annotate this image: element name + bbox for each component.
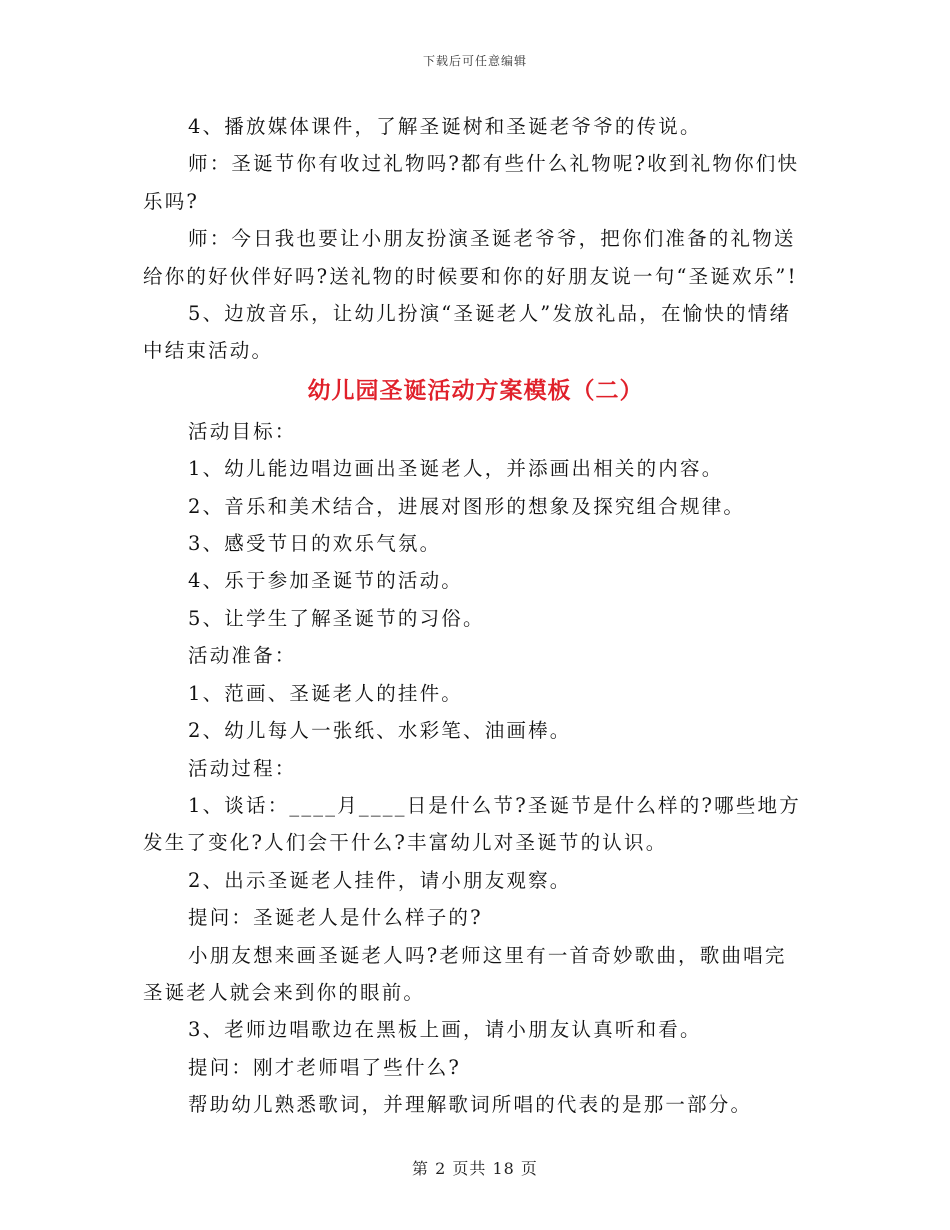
paragraph: 提问：圣诞老人是什么样子的?	[188, 906, 483, 930]
page-footer: 第 2 页共 18 页	[412, 1159, 538, 1178]
page-header: 下载后可任意编辑	[422, 54, 527, 68]
paragraph: 帮助幼儿熟悉歌词，并理解歌词所唱的代表的是那一部分。	[188, 1093, 753, 1117]
paragraph: 2、出示圣诞老人挂件，请小朋友观察。	[188, 868, 572, 892]
paragraph: 活动准备：	[188, 644, 297, 668]
paragraph: 提问：刚才老师唱了些什么?	[188, 1055, 462, 1079]
paragraph: 小朋友想来画圣诞老人吗?老师这里有一首奇妙歌曲，歌曲唱完圣诞老人就会来到你的眼前。	[143, 943, 787, 1004]
paragraph: 3、感受节日的欢乐气氛。	[188, 532, 442, 556]
paragraph: 师：今日我也要让小朋友扮演圣诞老爷爷，把你们准备的礼物送给你的好伙伴好吗?送礼物的时候要和你的好朋友说一句“圣诞欢乐”!	[143, 227, 798, 288]
paragraph: 活动目标：	[188, 419, 297, 443]
paragraph: 1、范画、圣诞老人的挂件。	[188, 681, 464, 705]
paragraph: 4、播放媒体课件，了解圣诞树和圣诞老爷爷的传说。	[188, 115, 702, 138]
paragraph: 5、让学生了解圣诞节的习俗。	[188, 606, 485, 630]
paragraph: 师：圣诞节你有收过礼物吗?都有些什么礼物呢?收到礼物你们快乐吗?	[143, 152, 800, 213]
paragraph: 1、谈话：____月____日是什么节?圣诞节是什么样的?哪些地方发生了变化?人们会干什么?丰富幼儿对圣诞节的认识。	[143, 793, 801, 855]
document-body	[143, 108, 808, 1124]
paragraph: 活动过程：	[188, 756, 297, 780]
paragraph: 1、幼儿能边唱边画出圣诞老人，并添画出相关的内容。	[188, 457, 724, 481]
paragraph: 5、边放音乐，让幼儿扮演“圣诞老人”发放礼品，在愉快的情绪中结束活动。	[143, 302, 792, 363]
paragraph: 3、老师边唱歌边在黑板上画，请小朋友认真听和看。	[188, 1018, 702, 1042]
section-title: 幼儿园圣诞活动方案模板（二）	[307, 376, 644, 404]
paragraph: 2、音乐和美术结合，进展对图形的想象及探究组合规律。	[188, 494, 746, 518]
paragraph: 2、幼儿每人一张纸、水彩笔、油画棒。	[188, 719, 572, 743]
paragraph: 4、乐于参加圣诞节的活动。	[188, 569, 464, 593]
